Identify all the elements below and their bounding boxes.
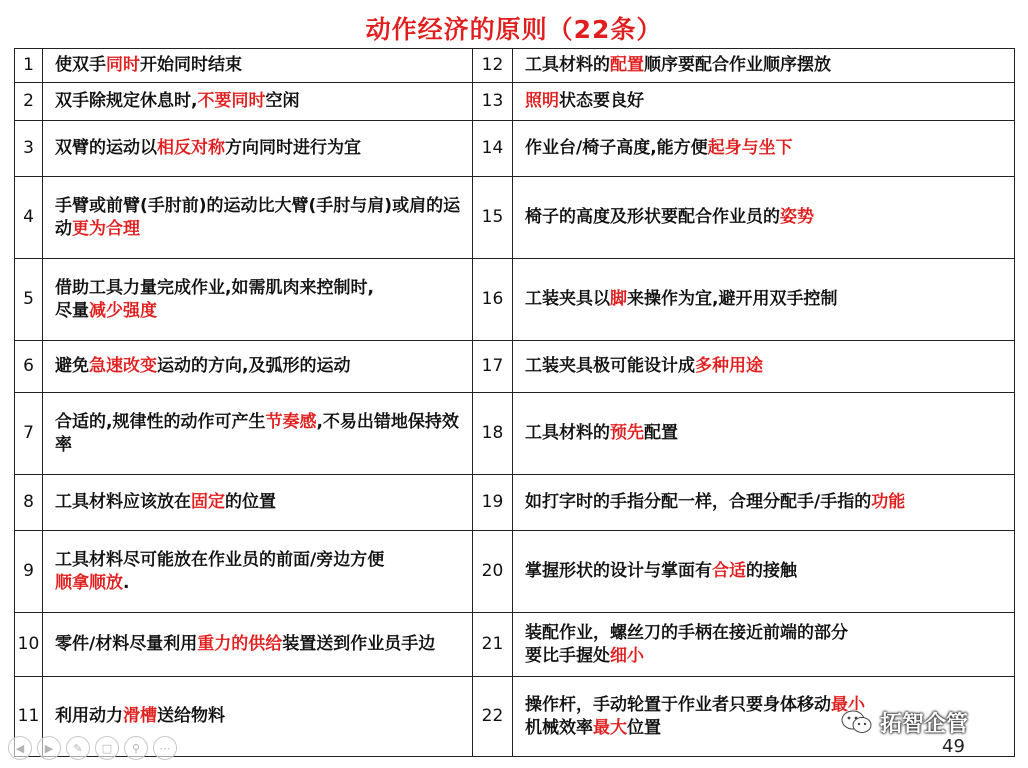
principle-number: 1 bbox=[15, 49, 43, 83]
highlighted-text: 固定 bbox=[191, 492, 225, 512]
principle-number: 4 bbox=[15, 177, 43, 259]
highlighted-text: 同时 bbox=[106, 55, 140, 75]
text-segment: 运动的方向,及弧形的运动 bbox=[157, 356, 351, 376]
text-segment: 作业台/椅子高度,能方便 bbox=[525, 138, 708, 158]
text-segment: 工具材料应该放在 bbox=[55, 492, 191, 512]
principle-text bbox=[43, 49, 473, 83]
principle-text bbox=[43, 475, 473, 531]
principle-text bbox=[43, 613, 473, 677]
principle-number: 19 bbox=[473, 475, 513, 531]
pen-icon[interactable]: ✎ bbox=[66, 736, 90, 760]
highlighted-text: 姿势 bbox=[780, 207, 814, 227]
text-segment: 操作杆，手动轮置于作业者只要身体移动 bbox=[525, 694, 831, 715]
table-row bbox=[15, 83, 1015, 121]
highlighted-text: 最大 bbox=[593, 717, 627, 738]
text-segment: 要比手握处 bbox=[525, 645, 610, 666]
principle-text bbox=[513, 177, 1015, 259]
text-segment: 椅子的高度及形状要配合作业员的 bbox=[525, 207, 780, 227]
text-segment: 工具材料尽可能放在作业员的前面/旁边方便 bbox=[55, 549, 385, 570]
principle-text bbox=[513, 613, 1015, 677]
principle-number: 16 bbox=[473, 259, 513, 341]
principle-text bbox=[43, 83, 473, 121]
text-segment: ,不易出错地保持效率 bbox=[55, 411, 459, 455]
principle-number: 21 bbox=[473, 613, 513, 677]
principle-number: 3 bbox=[15, 121, 43, 177]
table-row bbox=[15, 177, 1015, 259]
table-row bbox=[15, 49, 1015, 83]
principle-text bbox=[43, 177, 473, 259]
wechat-icon bbox=[840, 708, 874, 736]
principle-text bbox=[513, 475, 1015, 531]
highlighted-text: 预先 bbox=[610, 423, 644, 443]
principle-text bbox=[43, 393, 473, 475]
principle-text bbox=[513, 83, 1015, 121]
highlighted-text: 急速改变 bbox=[89, 356, 157, 376]
highlighted-text: 配置 bbox=[610, 55, 644, 75]
principle-number: 10 bbox=[15, 613, 43, 677]
text-segment: 利用动力 bbox=[55, 706, 123, 726]
highlighted-text: 细小 bbox=[610, 645, 644, 666]
copy-icon[interactable]: □ bbox=[95, 736, 119, 760]
principle-text bbox=[43, 121, 473, 177]
table-row bbox=[15, 393, 1015, 475]
text-segment: 状态要良好 bbox=[559, 91, 644, 111]
text-segment: 位置 bbox=[627, 717, 661, 738]
principle-number: 22 bbox=[473, 677, 513, 757]
highlighted-text: 更为合理 bbox=[72, 218, 140, 239]
principles-table bbox=[14, 48, 1015, 757]
table-row bbox=[15, 121, 1015, 177]
table-row bbox=[15, 259, 1015, 341]
text-segment: 来操作为宜,避开用双手控制 bbox=[627, 289, 838, 309]
principle-number: 14 bbox=[473, 121, 513, 177]
next-icon[interactable]: ▶ bbox=[37, 736, 61, 760]
watermark bbox=[840, 704, 968, 740]
principle-text bbox=[43, 531, 473, 613]
table-row bbox=[15, 613, 1015, 677]
principle-number: 13 bbox=[473, 83, 513, 121]
principle-number: 2 bbox=[15, 83, 43, 121]
text-segment: 机械效率 bbox=[525, 717, 593, 738]
highlighted-text: 重力的供给 bbox=[197, 634, 283, 654]
principle-number: 20 bbox=[473, 531, 513, 613]
text-segment: 双臂的运动以 bbox=[55, 138, 157, 158]
principle-number: 12 bbox=[473, 49, 513, 83]
principle-number: 7 bbox=[15, 393, 43, 475]
highlighted-text: 最小 bbox=[831, 694, 865, 715]
text-segment: 装配作业，螺丝刀的手柄在接近前端的部分 bbox=[525, 622, 848, 643]
highlighted-text: 不要同时 bbox=[197, 91, 266, 111]
principle-number: 18 bbox=[473, 393, 513, 475]
principle-number: 8 bbox=[15, 475, 43, 531]
principle-number: 11 bbox=[15, 677, 43, 757]
text-segment: 顺序要配合作业顺序摆放 bbox=[644, 55, 831, 75]
principle-number: 6 bbox=[15, 341, 43, 393]
table-row bbox=[15, 341, 1015, 393]
text-segment: 借助工具力量完成作业,如需肌肉来控制时, bbox=[55, 277, 374, 298]
highlighted-text: 合适 bbox=[712, 561, 746, 581]
text-segment: 工具材料的 bbox=[525, 55, 610, 75]
text-segment: 零件/材料尽量利用 bbox=[55, 634, 198, 654]
text-segment: 双手除规定休息时, bbox=[55, 91, 198, 111]
principle-text bbox=[513, 259, 1015, 341]
highlighted-text: 减少强度 bbox=[89, 300, 157, 321]
text-segment: 的位置 bbox=[225, 492, 276, 512]
principle-text bbox=[513, 121, 1015, 177]
table-row bbox=[15, 475, 1015, 531]
highlighted-text: 脚 bbox=[610, 289, 627, 309]
text-segment: 方向同时进行为宜 bbox=[225, 138, 361, 158]
text-segment: 尽量 bbox=[55, 300, 89, 321]
principle-text bbox=[513, 49, 1015, 83]
highlighted-text: 多种用途 bbox=[695, 356, 763, 376]
principle-text bbox=[513, 393, 1015, 475]
highlighted-text: 起身与坐下 bbox=[707, 138, 793, 158]
text-segment: 工装夹具极可能设计成 bbox=[525, 356, 695, 376]
zoom-icon[interactable]: ⚲ bbox=[124, 736, 148, 760]
text-segment: 配置 bbox=[644, 423, 678, 443]
text-segment: 合适的,规律性的动作可产生 bbox=[55, 411, 266, 432]
text-segment: 如打字时的手指分配一样，合理分配手/手指的 bbox=[525, 492, 872, 512]
principle-number: 9 bbox=[15, 531, 43, 613]
highlighted-text: 顺拿顺放 bbox=[55, 572, 123, 593]
more-icon[interactable]: ⋯ bbox=[153, 736, 177, 760]
prev-icon[interactable]: ◀ bbox=[8, 736, 32, 760]
text-segment: 装置送到作业员手边 bbox=[282, 634, 436, 654]
text-segment: 工装夹具以 bbox=[525, 289, 610, 309]
highlighted-text: 相反对称 bbox=[157, 138, 225, 158]
principle-text bbox=[43, 259, 473, 341]
principle-text bbox=[513, 341, 1015, 393]
highlighted-text: 功能 bbox=[871, 492, 906, 512]
text-segment: . bbox=[123, 572, 130, 593]
principle-number: 15 bbox=[473, 177, 513, 259]
text-segment: 手臂或前臂(手肘前)的运动比大臂(手肘与肩)或肩的运动 bbox=[55, 195, 461, 239]
page-title: 动作经济的原则（22条） bbox=[365, 15, 663, 44]
principle-number: 17 bbox=[473, 341, 513, 393]
principle-text bbox=[513, 531, 1015, 613]
slide-controls bbox=[8, 736, 177, 762]
principle-text bbox=[43, 341, 473, 393]
text-segment: 开始同时结束 bbox=[140, 55, 242, 75]
table-row bbox=[15, 531, 1015, 613]
text-segment: 掌握形状的设计与掌面有 bbox=[525, 561, 712, 581]
highlighted-text: 照明 bbox=[525, 91, 559, 111]
text-segment: 送给物料 bbox=[157, 706, 225, 726]
text-segment: 避免 bbox=[55, 356, 89, 376]
text-segment: 工具材料的 bbox=[525, 423, 610, 443]
page-number: 49 bbox=[942, 736, 965, 757]
principles-table-container bbox=[14, 48, 1014, 757]
highlighted-text: 节奏感 bbox=[265, 411, 317, 432]
text-segment: 的接触 bbox=[746, 561, 797, 581]
watermark-text: 拓智企管 bbox=[880, 711, 969, 737]
text-segment: 空闲 bbox=[265, 91, 300, 111]
text-segment: 使双手 bbox=[55, 55, 106, 75]
highlighted-text: 滑槽 bbox=[123, 706, 157, 726]
principle-number: 5 bbox=[15, 259, 43, 341]
